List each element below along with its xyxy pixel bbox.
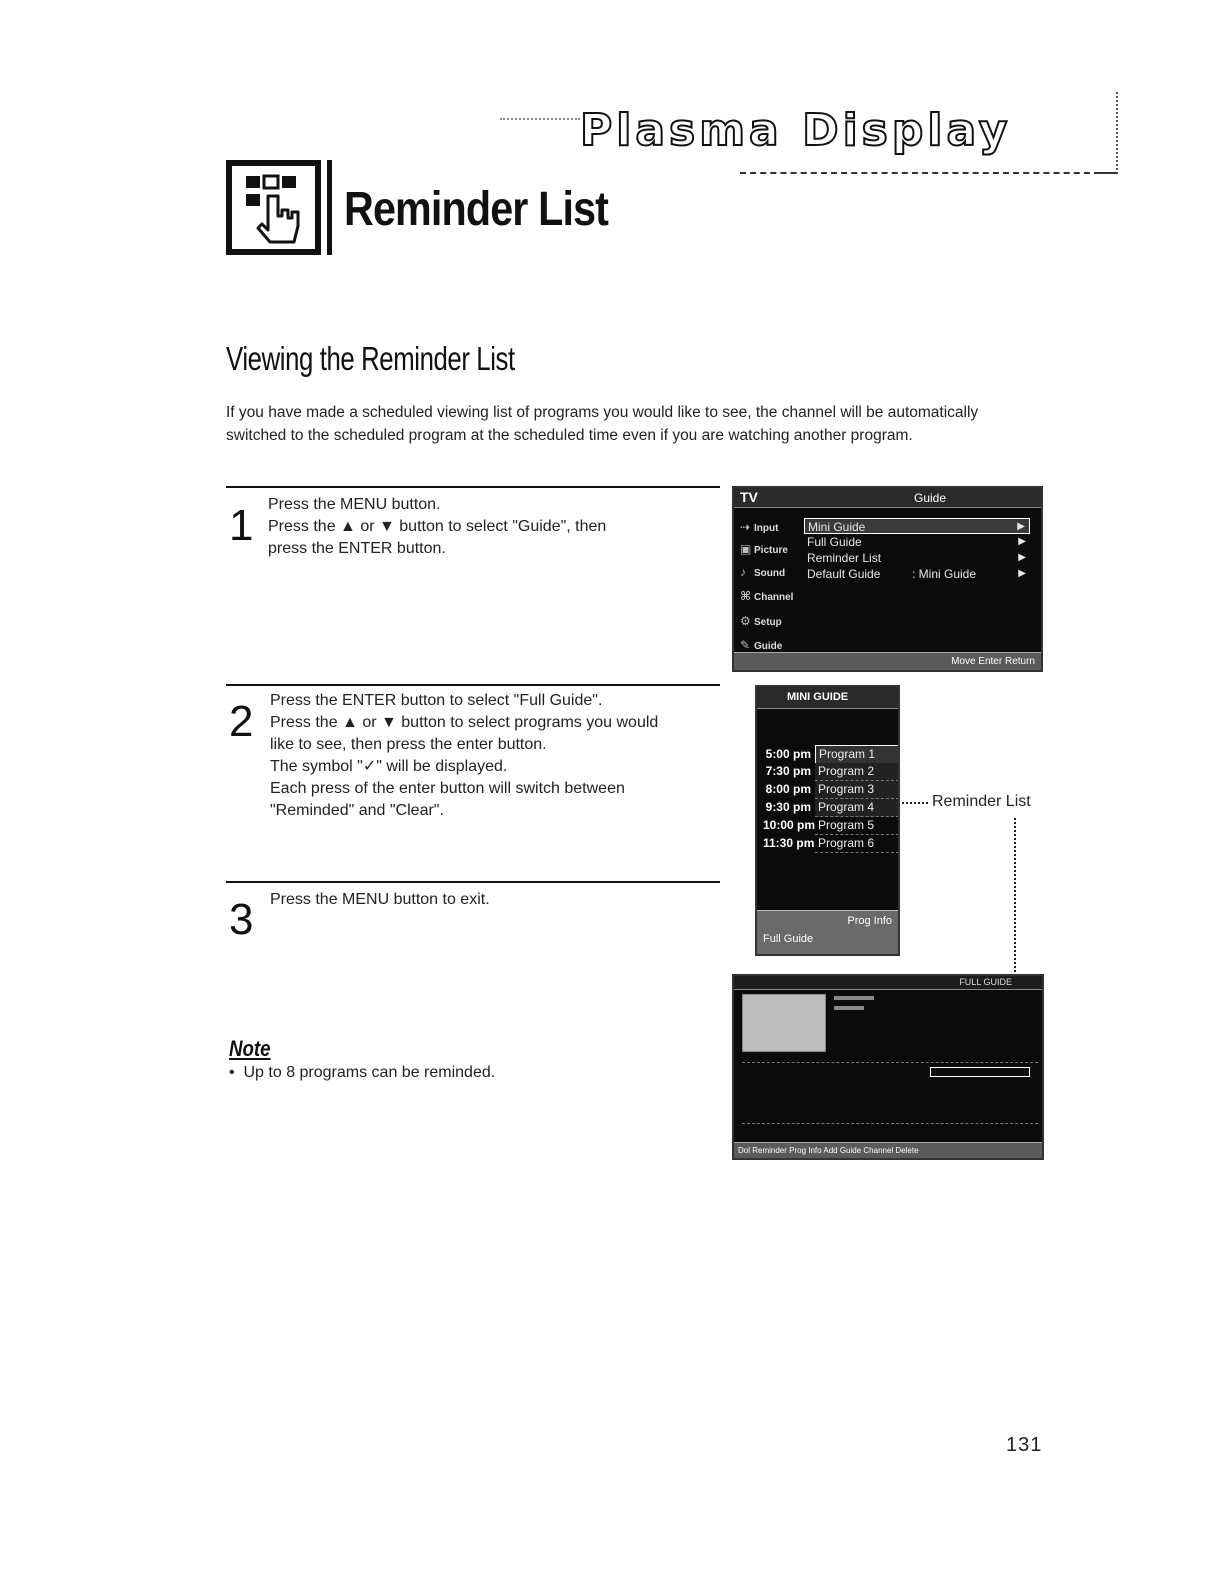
channel-icon: ⌘ — [740, 589, 752, 603]
corner-mark — [1094, 92, 1118, 174]
step-line: Press the ▲ or ▼ button to select "Guide", then — [268, 518, 607, 535]
mini-guide-row: 5:00 pm Program 1 — [763, 745, 899, 762]
arrow-right-icon: ▶ — [1018, 568, 1026, 579]
arrow-right-icon: ▶ — [1018, 536, 1026, 547]
screen-header-right: Guide — [914, 491, 947, 505]
step-line: Press the ▲ or ▼ button to select programs you would — [270, 714, 659, 731]
callout-leader — [902, 802, 928, 804]
banner-decoration — [500, 118, 580, 148]
screen-footer: Dol Reminder Prog Info Add Guide Channel Delete — [734, 1142, 1042, 1158]
screen-header — [734, 488, 1041, 508]
banner-underline — [740, 172, 1100, 174]
step-2-text — [270, 690, 720, 822]
mini-guide-row: 11:30 pm Program 6 — [763, 835, 899, 852]
preview-thumbnail — [742, 994, 826, 1052]
menu-item-default-guide: Default Guide : Mini Guide ▶ — [807, 567, 1026, 581]
screen-header — [757, 687, 898, 709]
screen-header-left: TV — [740, 489, 758, 505]
mini-guide-screenshot — [755, 685, 900, 956]
menu-item-reminder-list: Reminder List ▶ — [807, 551, 1026, 565]
intro-paragraph: If you have made a scheduled viewing list of programs you would like to see, the channel will be automatically switched to the scheduled program at the scheduled time even if you are watching another program. — [226, 404, 979, 444]
section-heading: Viewing the Reminder List — [226, 340, 515, 377]
step-line: Press the ENTER button to select "Full Guide". — [270, 692, 603, 709]
mini-guide-row: 7:30 pm Program 2 — [763, 763, 899, 780]
side-item-setup: ⚙ Setup — [740, 614, 782, 628]
note-heading: Note — [229, 1036, 271, 1061]
step-number: 1 — [229, 501, 254, 550]
sound-icon: ♪ — [740, 565, 746, 579]
step-number: 2 — [229, 697, 254, 746]
guide-grid — [742, 1062, 1038, 1124]
page-number: 131 — [1006, 1434, 1043, 1456]
menu-item-mini-guide: Mini Guide ▶ — [804, 518, 1030, 534]
placeholder-text-line — [834, 1006, 864, 1010]
footer-right-label: Prog Info — [847, 915, 892, 927]
tv-menu-screenshot — [732, 486, 1043, 672]
step-divider — [226, 486, 720, 488]
step-3-text — [270, 889, 710, 911]
input-icon: ⇢ — [740, 520, 751, 534]
step-line: Press the MENU button. — [268, 496, 441, 513]
footer-left-label: Full Guide — [763, 933, 814, 945]
full-guide-screenshot — [732, 974, 1044, 1160]
hand-pointer-icon — [226, 160, 321, 255]
side-item-guide: ✎ Guide — [740, 638, 783, 652]
arrow-right-icon: ▶ — [1017, 521, 1025, 532]
guide-grid-selected-cell — [930, 1067, 1030, 1077]
screen-footer — [757, 910, 898, 954]
guide-icon: ✎ — [740, 638, 751, 652]
side-item-channel: ⌘ Channel — [740, 589, 794, 603]
picture-icon: ▣ — [740, 542, 752, 556]
step-line: like to see, then press the enter button. — [270, 736, 547, 753]
mini-guide-row: 10:00 pm Program 5 — [763, 817, 899, 834]
bullet-icon: • — [229, 1064, 244, 1081]
step-line: The symbol "✓" will be displayed. — [270, 758, 508, 775]
step-divider — [226, 881, 720, 883]
step-number: 3 — [229, 895, 254, 944]
side-item-sound: ♪ Sound — [740, 565, 786, 579]
screen-footer: Move Enter Return — [734, 652, 1041, 670]
step-line: Press the MENU button to exit. — [270, 891, 490, 908]
menu-item-full-guide: Full Guide ▶ — [807, 535, 1026, 549]
side-item-input: ⇢ Input — [740, 520, 779, 534]
step-line: Each press of the enter button will switch between — [270, 780, 625, 797]
callout-leader-vertical — [1014, 818, 1016, 976]
setup-icon: ⚙ — [740, 614, 751, 628]
page-title: Reminder List — [344, 183, 609, 236]
screen-header-title: FULL GUIDE — [959, 977, 1012, 987]
step-line: "Reminded" and "Clear". — [270, 802, 444, 819]
title-divider — [327, 160, 332, 255]
arrow-right-icon: ▶ — [1018, 552, 1026, 563]
reminder-list-callout: Reminder List — [932, 793, 1031, 810]
note-item: • Up to 8 programs can be reminded. — [229, 1064, 496, 1081]
placeholder-text-line — [834, 996, 874, 1000]
step-line: press the ENTER button. — [268, 540, 446, 557]
mini-guide-row: 8:00 pm Program 3 — [763, 781, 899, 798]
side-item-picture: ▣ Picture — [740, 542, 788, 556]
step-divider — [226, 684, 720, 686]
screen-header — [734, 976, 1042, 990]
step-1-text — [268, 494, 708, 560]
banner-logo: Plasma Display — [580, 105, 1012, 156]
screen-header-title: MINI GUIDE — [787, 691, 849, 703]
mini-guide-row: 9:30 pm Program 4 — [763, 799, 899, 816]
